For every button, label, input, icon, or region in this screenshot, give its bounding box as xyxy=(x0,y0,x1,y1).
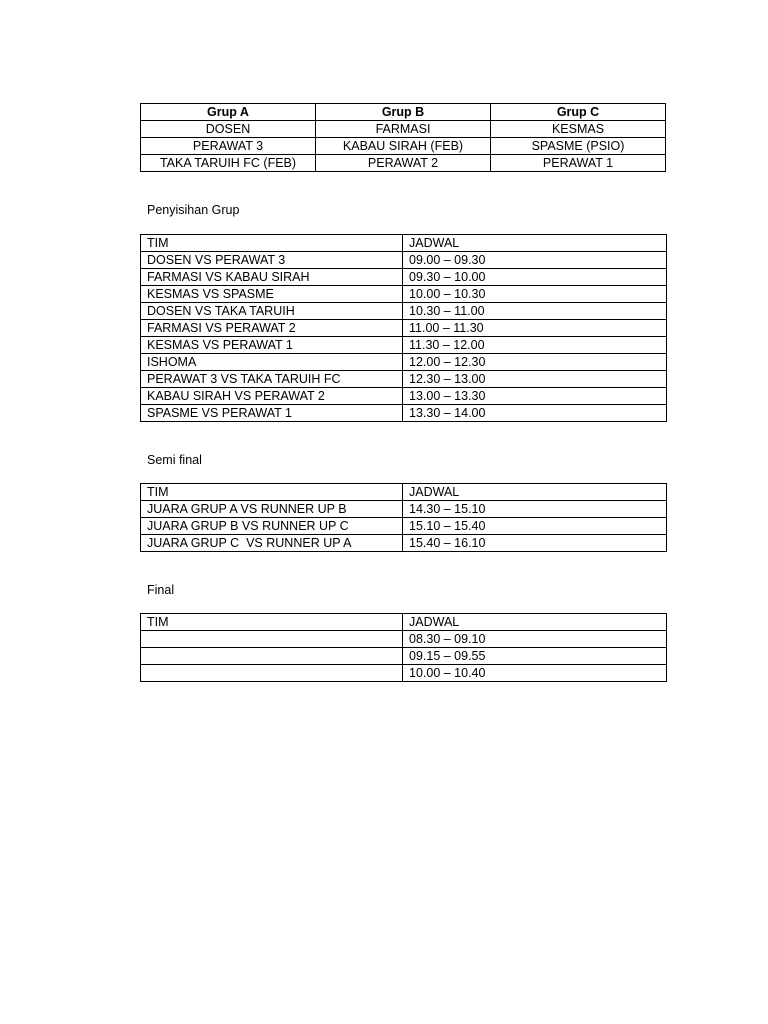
match-cell: PERAWAT 3 VS TAKA TARUIH FC xyxy=(141,371,403,388)
match-cell: JUARA GRUP C VS RUNNER UP A xyxy=(141,535,403,552)
table-header-row xyxy=(141,614,667,631)
match-cell: SPASME VS PERAWAT 1 xyxy=(141,405,403,422)
groups-header-row xyxy=(141,104,666,121)
table-row xyxy=(141,405,667,422)
time-cell: 08.30 – 09.10 xyxy=(403,631,667,648)
time-cell: 09.15 – 09.55 xyxy=(403,648,667,665)
match-cell: ISHOMA xyxy=(141,354,403,371)
semifinal-title: Semi final xyxy=(147,453,202,467)
table-cell: PERAWAT 3 xyxy=(141,138,316,155)
table-row xyxy=(141,535,667,552)
time-cell: 13.30 – 14.00 xyxy=(403,405,667,422)
time-cell: 10.00 – 10.40 xyxy=(403,665,667,682)
time-cell: 11.30 – 12.00 xyxy=(403,337,667,354)
table-row xyxy=(141,354,667,371)
table-row xyxy=(141,648,667,665)
time-cell: 12.30 – 13.00 xyxy=(403,371,667,388)
table-row xyxy=(141,388,667,405)
match-cell: FARMASI VS KABAU SIRAH xyxy=(141,269,403,286)
tim-header: TIM xyxy=(141,484,403,501)
time-cell: 13.00 – 13.30 xyxy=(403,388,667,405)
table-cell: SPASME (PSIO) xyxy=(491,138,666,155)
time-cell: 10.00 – 10.30 xyxy=(403,286,667,303)
time-cell: 12.00 – 12.30 xyxy=(403,354,667,371)
final-table xyxy=(140,613,667,682)
group-c-header: Grup C xyxy=(491,104,666,121)
table-row xyxy=(141,665,667,682)
match-cell: DOSEN VS TAKA TARUIH xyxy=(141,303,403,320)
table-cell: KABAU SIRAH (FEB) xyxy=(316,138,491,155)
time-cell: 09.30 – 10.00 xyxy=(403,269,667,286)
jadwal-header: JADWAL xyxy=(403,614,667,631)
match-cell: JUARA GRUP B VS RUNNER UP C xyxy=(141,518,403,535)
time-cell: 09.00 – 09.30 xyxy=(403,252,667,269)
time-cell: 15.10 – 15.40 xyxy=(403,518,667,535)
match-cell xyxy=(141,648,403,665)
match-cell: KESMAS VS SPASME xyxy=(141,286,403,303)
penyisihan-title: Penyisihan Grup xyxy=(147,203,240,217)
time-cell: 14.30 – 15.10 xyxy=(403,501,667,518)
table-row xyxy=(141,303,667,320)
table-header-row xyxy=(141,484,667,501)
match-cell: KESMAS VS PERAWAT 1 xyxy=(141,337,403,354)
tim-header: TIM xyxy=(141,235,403,252)
jadwal-header: JADWAL xyxy=(403,235,667,252)
match-cell xyxy=(141,665,403,682)
table-row xyxy=(141,269,667,286)
table-row xyxy=(141,252,667,269)
tim-header: TIM xyxy=(141,614,403,631)
table-row xyxy=(141,501,667,518)
time-cell: 10.30 – 11.00 xyxy=(403,303,667,320)
table-row xyxy=(141,138,666,155)
groups-table xyxy=(140,103,666,172)
match-cell: KABAU SIRAH VS PERAWAT 2 xyxy=(141,388,403,405)
table-row xyxy=(141,518,667,535)
table-row xyxy=(141,286,667,303)
time-cell: 11.00 – 11.30 xyxy=(403,320,667,337)
table-cell: DOSEN xyxy=(141,121,316,138)
table-cell: PERAWAT 2 xyxy=(316,155,491,172)
match-cell: DOSEN VS PERAWAT 3 xyxy=(141,252,403,269)
table-cell: TAKA TARUIH FC (FEB) xyxy=(141,155,316,172)
table-cell: KESMAS xyxy=(491,121,666,138)
group-a-header: Grup A xyxy=(141,104,316,121)
match-cell: FARMASI VS PERAWAT 2 xyxy=(141,320,403,337)
group-b-header: Grup B xyxy=(316,104,491,121)
jadwal-header: JADWAL xyxy=(403,484,667,501)
table-cell: PERAWAT 1 xyxy=(491,155,666,172)
final-title: Final xyxy=(147,583,175,597)
table-row xyxy=(141,155,666,172)
match-cell xyxy=(141,631,403,648)
penyisihan-table xyxy=(140,234,667,422)
semifinal-table xyxy=(140,483,667,552)
match-cell: JUARA GRUP A VS RUNNER UP B xyxy=(141,501,403,518)
table-row xyxy=(141,320,667,337)
table-header-row xyxy=(141,235,667,252)
table-row xyxy=(141,337,667,354)
table-cell: FARMASI xyxy=(316,121,491,138)
table-row xyxy=(141,371,667,388)
time-cell: 15.40 – 16.10 xyxy=(403,535,667,552)
table-row xyxy=(141,631,667,648)
table-row xyxy=(141,121,666,138)
